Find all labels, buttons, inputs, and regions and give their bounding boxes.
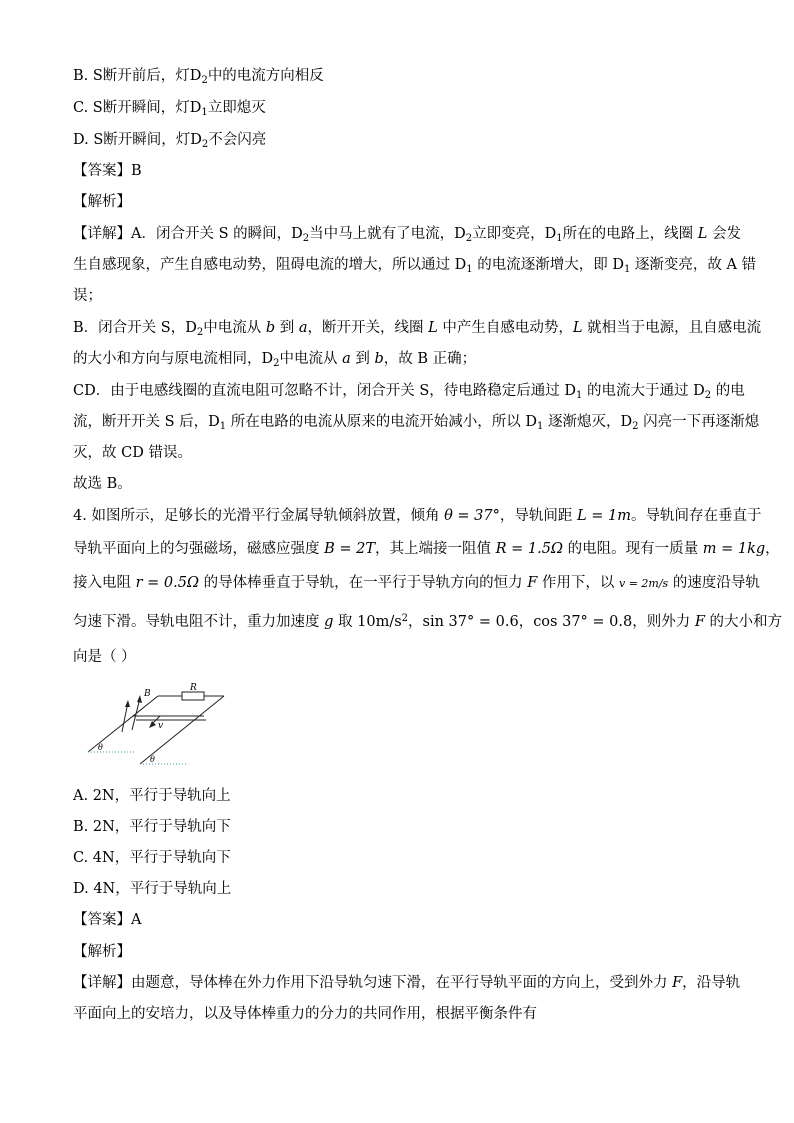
q4-option-d: D. 4N，平行于导轨向上 [73, 881, 232, 897]
q4-line-2: 导轨平面向上的匀强磁场，磁感应强度 B = 2T，其上端接一阻值 R = 1.5Ω 的电阻。现有一质量 m = 1kg， [73, 541, 780, 557]
angle-label-2: θ [150, 755, 155, 764]
field-label: B [144, 689, 151, 699]
detail-line-6: CD．由于电感线圈的直流电阻可忽略不计，闭合开关 S，待电路稳定后通过 $D_1$ 的电流大于通过 $D_2$ 的电 [73, 383, 745, 401]
answer-prev: 【答案】B [73, 163, 142, 179]
option-c-prev: C. S断开瞬间，灯$D_1$立即熄灭 [73, 100, 266, 118]
q4-line-5: 向是（ ） [73, 649, 136, 665]
q4-line-4: 匀速下滑。导轨电阻不计，重力加速度 g 取 $10m/s^2$，sin 37° = 0.6，cos 37° = 0.8，则外力 F 的大小和方 [73, 613, 782, 630]
detail-line-7: 流，断开开关 S 后，$D_1$ 所在电路的电流从原来的电流开始减小，所以 $D_1$ 逐渐熄灭，$D_2$ 闪亮一下再逐渐熄 [73, 414, 760, 432]
resistor-label: R [190, 683, 197, 693]
q4-line-3: 接入电阻 r = 0.5Ω 的导体棒垂直于导轨，在一平行于导轨方向的恒力 F 作用下，以 v = 2m/s 的速度沿导轨 [73, 575, 760, 591]
option-b-prev: B. S断开前后，灯$D_2$中的电流方向相反 [73, 68, 324, 86]
rail-front [140, 696, 224, 764]
detail-line-1: 【详解】A．闭合开关 S 的瞬间，$D_2$当中马上就有了电流，$D_2$立即变亮，$D_1$所在的电路上，线圈 L 会发 [73, 226, 741, 244]
detail-line-2: 生自感现象，产生自感电动势，阻碍电流的增大，所以通过 $D_1$ 的电流逐渐增大，即 $D_1$ 逐渐变亮，故 A 错 [73, 257, 757, 275]
angle-label-1: θ [98, 743, 103, 752]
detail-line-9: 故选 B。 [73, 476, 132, 492]
detail-line-4: B．闭合开关 S，$D_2$中电流从 b 到 a，断开开关，线圈 L 中产生自感电动势，L 就相当于电源，且自感电流 [73, 320, 762, 338]
analysis-label-prev: 【解析】 [73, 194, 131, 210]
q4-option-c: C. 4N，平行于导轨向下 [73, 850, 231, 866]
detail-line-8: 灭，故 CD 错误。 [73, 445, 192, 461]
q4-detail-line-1: 【详解】由题意，导体棒在外力作用下沿导轨匀速下滑，在平行导轨平面的方向上，受到外力 F，沿导轨 [73, 975, 741, 991]
q4-line-1: 4. 如图所示，足够长的光滑平行金属导轨倾斜放置，倾角 θ = 37°，导轨间距 L = 1m。导轨间存在垂直于 [73, 508, 762, 524]
q4-option-a: A. 2N，平行于导轨向上 [73, 788, 231, 804]
resistor-box [182, 692, 204, 700]
option-d-prev: D. S断开瞬间，灯$D_2$不会闪亮 [73, 132, 267, 150]
q4-analysis-label: 【解析】 [73, 944, 131, 960]
detail-line-3: 误； [73, 288, 102, 304]
detail-line-5: 的大小和方向与原电流相同，$D_2$中电流从 a 到 b，故 B 正确； [73, 351, 477, 369]
q4-option-b: B. 2N，平行于导轨向下 [73, 819, 231, 835]
q4-answer: 【答案】A [73, 912, 142, 928]
q4-detail-line-2: 平面向上的安培力，以及导体棒重力的分力的共同作用，根据平衡条件有 [73, 1006, 537, 1022]
incline-rail-figure [86, 680, 236, 772]
velocity-label: v [158, 721, 164, 731]
